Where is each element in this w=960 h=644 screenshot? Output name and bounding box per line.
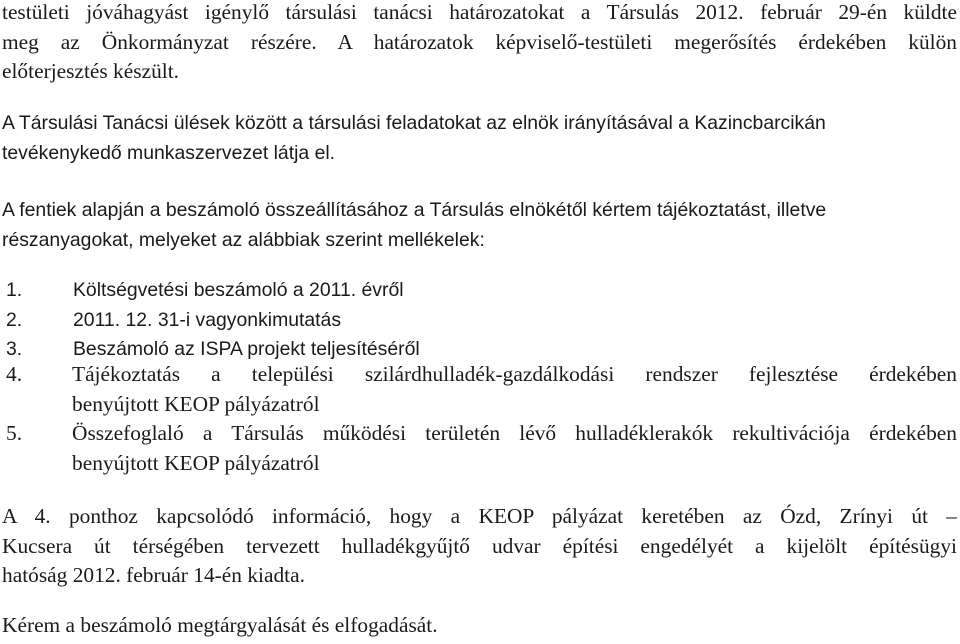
list-item-text: 2011. 12. 31-i vagyonkimutatás [73,308,342,331]
list-number: 3. [6,338,23,361]
list-item [6,419,957,478]
list-item-text: Összefoglaló a Társulás működési területén lévő hulladéklerakók rekultivációja érdekében [72,421,957,446]
text-line: előterjesztés készült. [2,59,179,84]
list-item-text: benyújtott KEOP pályázatról [72,391,320,416]
list-number: 5. [6,421,23,446]
text-line: meg az Önkormányzat részére. A határozatok képviselő-testületi megerősítés érdekében külön [2,29,957,54]
list-number: 2. [6,308,23,331]
paragraph-building-permit [2,502,957,591]
paragraph-work-organization [2,109,957,168]
text-line: A fentiek alapján a beszámoló összeállításához a Társulás elnökétől kértem tájékoztatást, illetve [2,199,827,221]
text-line: testületi jóváhagyást igénylő társulási tanácsi határozatokat a Társulás 2012. február 29-én küldte [2,0,957,24]
list-number: 1. [6,279,23,301]
text-line: hatóság 2012. február 14-én kiadta. [2,563,305,588]
list-item-text: Tájékoztatás a települési szilárdhulladék-gazdálkodási rendszer fejlesztése érdekében [72,362,957,386]
text-line: részanyagokat, melyeket az alábbiak szerint mellékelek: [2,228,485,251]
text-line: Kérem a beszámoló megtárgyalását és elfogadását. [2,613,438,637]
attachments-list-part1 [6,276,957,365]
paragraph-council-resolutions [2,0,957,87]
paragraph-report-basis [2,196,957,255]
list-item-text: benyújtott KEOP pályázatról [72,450,320,475]
list-number: 4. [6,362,23,386]
attachments-list-part2 [6,360,957,478]
list-item-text: Beszámoló az ISPA projekt teljesítéséről [73,338,420,361]
text-line: A Társulási Tanácsi ülések között a társulási feladatokat az elnök irányításával a Kazincbarcikán [2,112,826,134]
list-item [6,276,957,306]
list-item [6,306,957,336]
list-item-text: Költségvetési beszámoló a 2011. évről [73,279,404,301]
paragraph-closing-request [2,611,957,641]
text-line: A 4. ponthoz kapcsolódó információ, hogy a KEOP pályázat keretében az Ózd, Zrínyi út – [2,504,957,528]
text-line: Kucsera út térségében tervezett hulladékgyűjtő udvar építési engedélyét a kijelölt építésügyi [2,533,957,558]
text-line: tevékenykedő munkaszervezet látja el. [2,141,336,164]
list-item [6,360,957,419]
